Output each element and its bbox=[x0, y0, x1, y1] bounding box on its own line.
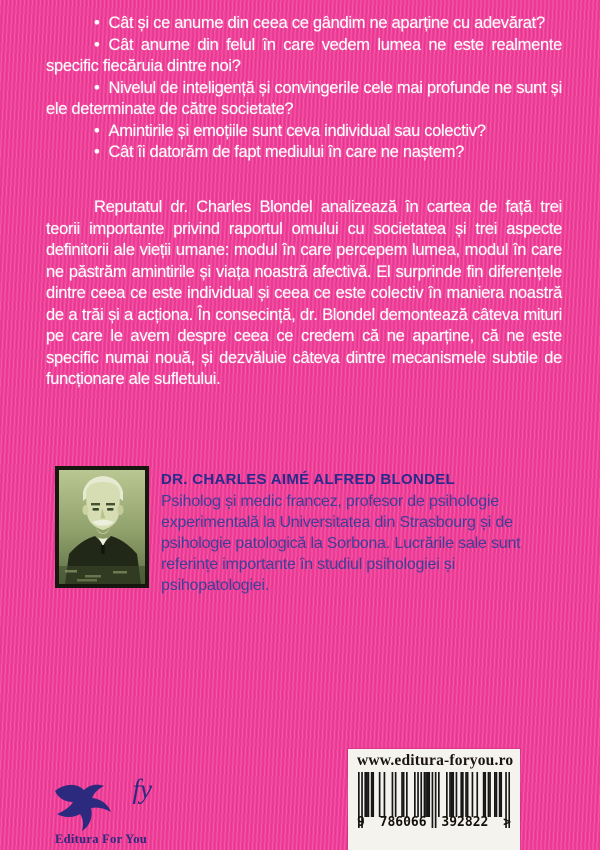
question-item bbox=[46, 35, 562, 78]
author-text-block bbox=[161, 466, 549, 596]
bullet-icon: • bbox=[94, 14, 100, 32]
barcode-digit-lead: 9 bbox=[357, 815, 365, 830]
author-photo bbox=[55, 466, 149, 588]
bullet-icon: • bbox=[94, 121, 100, 140]
question-text: Cât îi datorăm de fapt mediului în care ne naștem? bbox=[108, 143, 465, 161]
bird-logo-icon bbox=[50, 782, 124, 834]
barcode-arrow: > bbox=[503, 815, 511, 830]
author-bio: Psiholog și medic francez, profesor de psihologie experimentală la Universitatea din Strasbourg și de psihologie patologică la Sorbona. Lucrările sale sunt referințe importante în studiul psihologiei și psihopatologiei. bbox=[161, 493, 521, 594]
bullet-icon: • bbox=[94, 35, 100, 54]
barcode-panel bbox=[348, 749, 520, 850]
question-item bbox=[46, 121, 562, 143]
logo-monogram: fy bbox=[132, 774, 152, 804]
question-item bbox=[46, 13, 562, 35]
barcode-digits bbox=[357, 815, 511, 830]
question-text: Nivelul de inteligență și convingerile cele mai profunde ne sunt și ele determinate de către societate? bbox=[46, 78, 562, 118]
publisher-logo bbox=[38, 774, 164, 847]
logo-art bbox=[50, 774, 152, 834]
question-text: Cât anume din felul în care vedem lumea ne este realmente specific fiecăruia dintre noi? bbox=[46, 35, 562, 75]
portrait-illustration bbox=[59, 470, 145, 584]
publisher-name: Editura For You bbox=[54, 832, 147, 846]
author-section bbox=[55, 466, 549, 596]
barcode-group-2: 392822 bbox=[441, 815, 489, 830]
question-text: Cât și ce anume din ceea ce gândim ne aparține cu adevărat? bbox=[108, 14, 545, 32]
author-name-heading: DR. CHARLES AIMÉ ALFRED BLONDEL bbox=[161, 471, 456, 488]
question-item bbox=[46, 142, 562, 164]
barcode-group-1: 786066 bbox=[379, 815, 427, 830]
synopsis-paragraph: Reputatul dr. Charles Blondel analizează în cartea de față trei teorii importante privind raportul omului cu societatea și trei aspecte definitorii ale vieții umane: modul în care percepem lumea, modul în care ne păstrăm amintirile și viața noastră afectivă. El surprinde fin diferențele dintre ceea ce este individual și ceea ce este colectiv în maniera noastră de a trăi și a acționa. În consecință, dr. Blondel demontează câteva mituri pe care le avem despre ceea ce credem că ne aparține, că ne este specific numai nouă, și dezvăluie câteva dintre mecanismele subtile de funcționare ale sufletului. bbox=[46, 198, 562, 388]
bullet-icon: • bbox=[94, 78, 100, 97]
question-text: Amintirile și emoțiile sunt ceva individual sau colectiv? bbox=[108, 121, 486, 140]
questions-list bbox=[46, 13, 562, 164]
question-item bbox=[46, 78, 562, 121]
website-url: www.editura-foryou.ro bbox=[357, 752, 514, 769]
bullet-icon: • bbox=[94, 143, 100, 161]
